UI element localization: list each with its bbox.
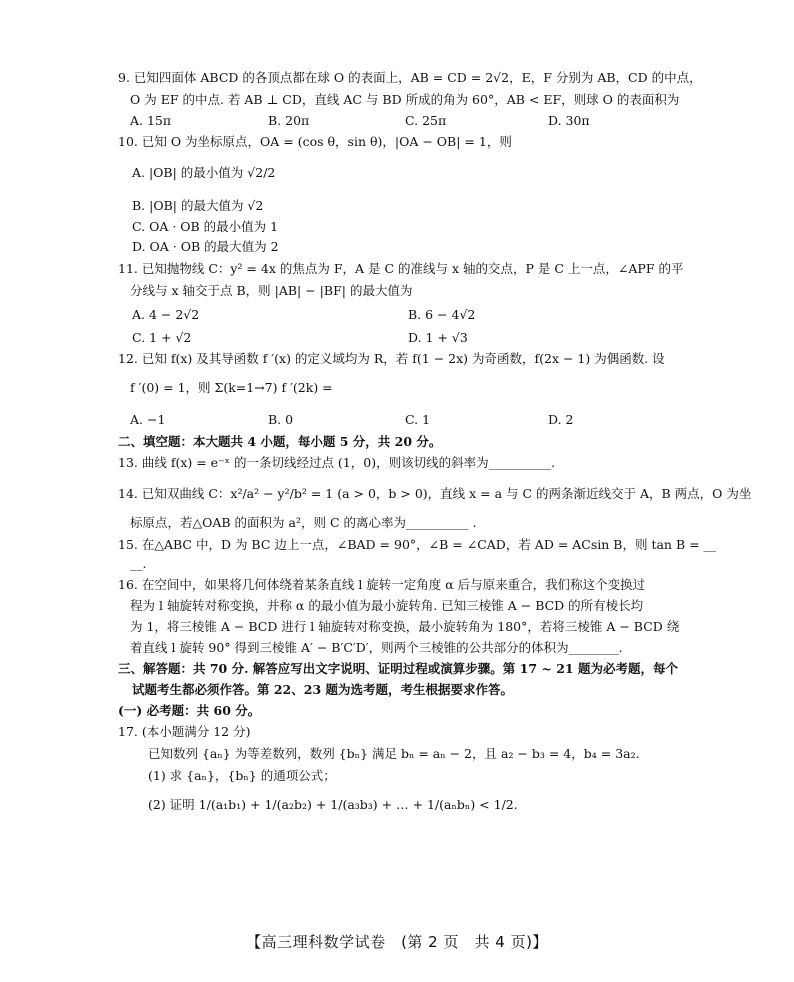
q17-title: 17. (本小题满分 12 分) <box>118 724 251 739</box>
section3-line1: 三、解答题：共 70 分. 解答应写出文字说明、证明过程或演算步骤。第 17 ~ 21 题为必考题，每个 <box>118 661 678 676</box>
q11-line2: 分线与 x 轴交于点 B，则 |AB| − |BF| 的最大值为 <box>130 283 413 298</box>
q16-line1: 16. 在空间中，如果将几何体绕着某条直线 l 旋转一定角度 α 后与原来重合，我们称这个变换过 <box>118 577 646 592</box>
q9-option-c: C. 25π <box>405 113 447 128</box>
q9-line1: 9. 已知四面体 ABCD 的各顶点都在球 O 的表面上，AB = CD = 2√2，E，F 分别为 AB，CD 的中点， <box>118 70 702 85</box>
q11-option-c: C. 1 + √2 <box>132 330 192 345</box>
q12-option-b: B. 0 <box>268 412 294 427</box>
q11-line1: 11. 已知抛物线 C：y² = 4x 的焦点为 F，A 是 C 的准线与 x 轴的交点，P 是 C 上一点，∠APF 的平 <box>118 261 684 276</box>
q13: 13. 曲线 f(x) = e⁻ˣ 的一条切线经过点 (1，0)，则该切线的斜率为__________. <box>118 455 556 470</box>
q17-line1: 已知数列 {aₙ} 为等差数列，数列 {bₙ} 满足 bₙ = aₙ − 2，且 a₂ − b₃ = 4，b₄ = 3a₂. <box>148 746 640 761</box>
q9-option-b: B. 20π <box>268 113 310 128</box>
q10-option-c: C. OA · OB 的最小值为 1 <box>132 219 279 234</box>
q9-option-d: D. 30π <box>548 113 590 128</box>
q12-line1: 12. 已知 f(x) 及其导函数 f ′(x) 的定义域均为 R，若 f(1 − 2x) 为奇函数，f(2x − 1) 为偶函数. 设 <box>118 351 665 366</box>
q15-line1: 15. 在△ABC 中，D 为 BC 边上一点，∠BAD = 90°，∠B = ∠CAD，若 AD = ACsin B，则 tan B = __ <box>118 537 717 552</box>
q12-option-c: C. 1 <box>405 412 431 427</box>
q10-option-d: D. OA · OB 的最大值为 2 <box>132 239 279 254</box>
q12-option-a: A. −1 <box>130 412 166 427</box>
q9-line2: O 为 EF 的中点. 若 AB ⊥ CD，直线 AC 与 BD 所成的角为 60°，AB < EF，则球 O 的表面积为 <box>130 92 680 107</box>
q9-option-a: A. 15π <box>130 113 172 128</box>
q14-line1: 14. 已知双曲线 C：x²/a² − y²/b² = 1 (a > 0，b > 0)，直线 x = a 与 C 的两条渐近线交于 A，B 两点，O 为坐 <box>118 486 752 501</box>
q11-option-b: B. 6 − 4√2 <box>408 307 476 322</box>
q10-line1: 10. 已知 O 为坐标原点，OA = (cos θ，sin θ)，|OA − OB| = 1，则 <box>118 134 512 149</box>
q17-part1: (1) 求 {aₙ}，{bₙ} 的通项公式； <box>148 768 336 783</box>
q11-option-d: D. 1 + √3 <box>408 330 468 345</box>
q16-line4: 着直线 l 旋转 90° 得到三棱锥 A′ − B′C′D′，则两个三棱锥的公共部分的体积为________. <box>130 640 623 655</box>
section3-part1: (一) 必考题：共 60 分。 <box>118 703 261 718</box>
q12-line2: f ′(0) = 1，则 Σ(k=1→7) f ′(2k) = <box>130 380 333 395</box>
q10-option-a: A. |OB| 的最小值为 √2/2 <box>132 165 276 180</box>
q15-line2: __. <box>130 556 147 571</box>
section3-line2: 试题考生都必须作答。第 22、23 题为选考题，考生根据要求作答。 <box>132 682 513 697</box>
q14-line2: 标原点，若△OAB 的面积为 a²，则 C 的离心率为__________ . <box>130 515 477 530</box>
q16-line2: 程为 l 轴旋转对称变换，并称 α 的最小值为最小旋转角. 已知三棱锥 A − BCD 的所有棱长均 <box>130 598 644 613</box>
page-footer: 【高三理科数学试卷 (第 2 页 共 4 页)】 <box>246 933 548 951</box>
q10-option-b: B. |OB| 的最大值为 √2 <box>132 198 264 213</box>
q16-line3: 为 1，将三棱锥 A − BCD 进行 l 轴旋转对称变换，最小旋转角为 180°，若将三棱锥 A − BCD 绕 <box>130 619 680 634</box>
q11-option-a: A. 4 − 2√2 <box>132 307 200 322</box>
q12-option-d: D. 2 <box>548 412 574 427</box>
section2-heading: 二、填空题：本大题共 4 小题，每小题 5 分，共 20 分。 <box>118 434 442 449</box>
q17-part2: (2) 证明 1/(a₁b₁) + 1/(a₂b₂) + 1/(a₃b₃) + … + 1/(aₙbₙ) < 1/2. <box>148 797 518 812</box>
